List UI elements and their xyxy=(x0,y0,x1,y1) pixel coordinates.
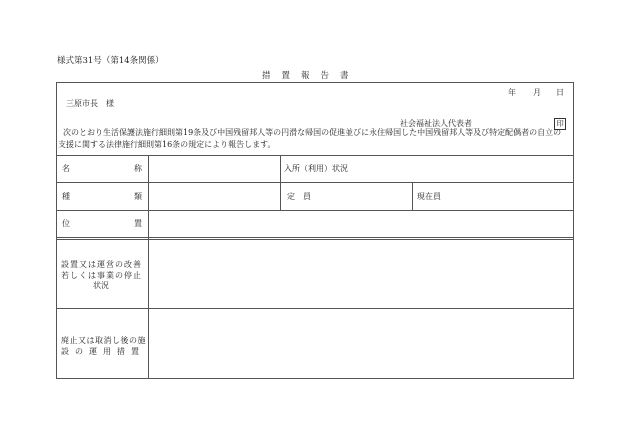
report-body-line-1: 次のとおり生活保護法施行細則第19条及び中国残留邦人等の円滑な帰国の促進並びに永住帰国した中国残留邦人等及び特定配偶者の自立の xyxy=(63,128,562,137)
table-rule xyxy=(56,237,574,238)
table-rule xyxy=(148,155,149,379)
seal-stamp-box: 印 xyxy=(554,118,566,130)
table-rule xyxy=(412,182,413,210)
form-title: 措置報告書 xyxy=(262,71,360,81)
label-location-char1: 位 xyxy=(62,219,70,228)
closure-label-line-1: 廃止又は取消し後の施 xyxy=(61,336,146,345)
current-members-label: 現在員 xyxy=(417,192,441,201)
change-label-line-2: 若しくは事業の停止 xyxy=(61,271,142,280)
table-rule xyxy=(56,182,574,183)
admission-status-label: 入所（利用）状況 xyxy=(284,164,348,173)
capacity-label: 定 員 xyxy=(287,192,311,201)
label-name-char1: 名 xyxy=(62,164,70,173)
date-year-label: 年 xyxy=(508,88,516,97)
table-rule xyxy=(56,308,574,309)
report-body-line-2: 支援に関する法律施行細則第16条の規定により報告します。 xyxy=(58,140,276,149)
label-name-char2: 称 xyxy=(134,164,142,173)
change-label-line-3: 状況 xyxy=(93,281,109,290)
closure-label-line-2: 設の運用措置 xyxy=(61,347,145,356)
table-rule xyxy=(56,239,574,240)
representative-label: 社会福祉法人代表者 xyxy=(400,119,472,128)
date-month-label: 月 xyxy=(533,88,541,97)
form-number: 様式第31号（第14条関係） xyxy=(57,56,164,66)
table-rule xyxy=(280,155,281,210)
label-name xyxy=(62,164,142,174)
label-location xyxy=(62,219,142,229)
table-rule xyxy=(56,210,574,211)
label-type-char1: 種 xyxy=(62,192,70,201)
date-day-label: 日 xyxy=(556,88,564,97)
label-location-char2: 置 xyxy=(134,219,142,228)
addressee: 三原市長 様 xyxy=(66,99,114,108)
change-label-line-1: 設置又は運営の改善 xyxy=(61,260,142,269)
label-type-char2: 類 xyxy=(134,192,142,201)
table-rule xyxy=(56,155,574,156)
form-frame xyxy=(56,82,574,379)
label-type xyxy=(62,192,142,202)
